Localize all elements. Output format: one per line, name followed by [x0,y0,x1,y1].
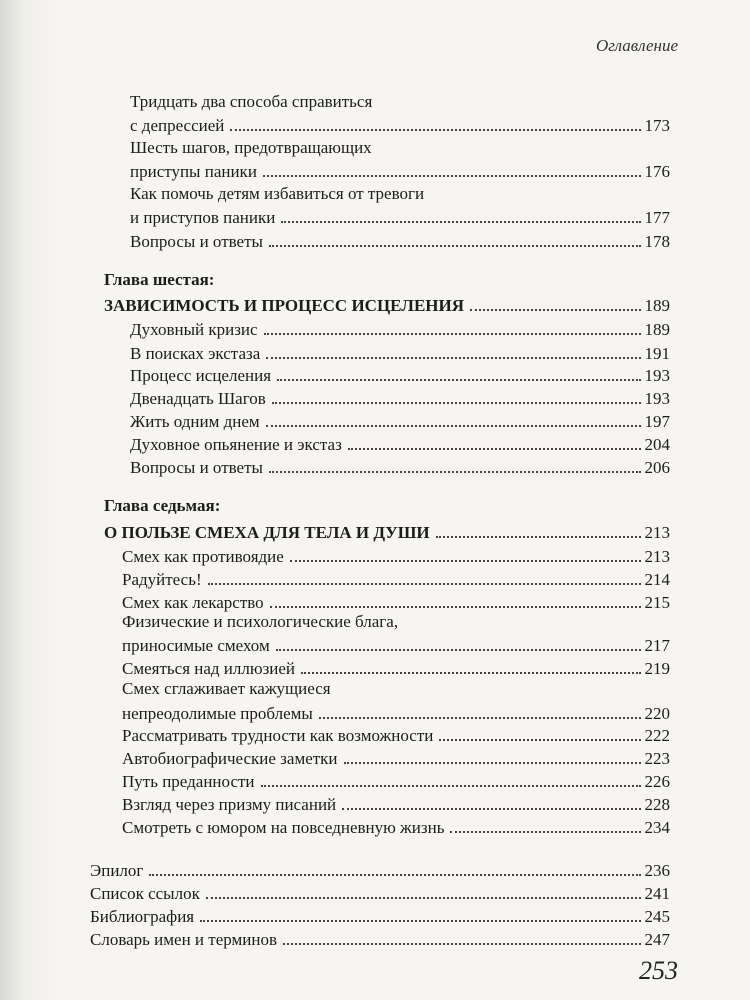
toc-entry-title: Список ссылок [90,884,200,903]
toc-entry [90,928,670,950]
chapter-label: Глава седьмая: [104,496,221,515]
leader-dots [301,672,640,674]
toc-page-number: 176 [644,162,670,181]
toc-page-number: 234 [644,818,670,837]
toc-page-number: 193 [644,389,670,408]
leader-dots [436,536,641,538]
leader-dots [281,221,640,223]
toc-entry-title: Духовный кризис [130,320,258,339]
toc-entry [130,410,670,432]
toc-page-number: 245 [644,907,670,926]
toc-page-number: 177 [644,208,670,227]
toc-page-number: 193 [644,366,670,385]
toc-entry-line1: Тридцать два способа справиться [130,92,373,111]
toc-page-number: 204 [644,435,670,454]
leader-dots [269,245,641,247]
toc-entry-title: Смотреть с юмором на повседневную жизнь [122,818,445,837]
toc-entry [130,433,670,455]
leader-dots [200,920,640,922]
chapter-heading [104,521,670,543]
toc-entry-title: Смеяться над иллюзией [122,659,296,678]
toc-page-number: 217 [644,636,670,655]
toc-entry [130,456,670,478]
toc-entry-title: Вопросы и ответы [130,458,263,477]
leader-dots [272,402,641,404]
toc-entry [122,568,670,590]
toc-entry [90,905,670,927]
leader-dots [208,583,641,585]
page-number: 253 [639,956,678,985]
leader-dots [263,175,641,177]
toc-entry [130,364,670,386]
leader-dots [149,874,640,876]
leader-dots [266,425,641,427]
toc-page-number: 178 [644,232,670,251]
chapter-title: ЗАВИСИМОСТЬ И ПРОЦЕСС ИСЦЕЛЕНИЯ [104,296,465,315]
toc-page-number: 219 [644,659,670,678]
toc-entry-title: непреодолимые проблемы [122,704,313,723]
toc-entry [122,702,670,724]
toc-entry-title: и приступов паники [130,208,276,227]
toc-entry-title: Словарь имен и терминов [90,930,277,949]
toc-page-number: 189 [644,296,670,315]
toc-entry [130,206,670,228]
toc-entry-title: Жить одним днем [130,412,260,431]
toc-page-number: 191 [644,344,670,363]
toc-entry [130,160,670,182]
toc-entry [130,230,670,252]
toc-entry [122,657,670,679]
leader-dots [290,560,641,562]
toc-page-number: 213 [644,523,670,542]
toc-entry-title: с депрессией [130,116,225,135]
toc-entry [122,747,670,769]
toc-entry-title: Эпилог [90,861,144,880]
toc-page-number: 220 [644,704,670,723]
leader-dots [266,357,640,359]
toc-entry [90,882,670,904]
toc-entry-title: Рассматривать трудности как возможности [122,726,434,745]
chapter-label: Глава шестая: [104,270,215,289]
toc-page-number: 228 [644,795,670,814]
toc-entry-title: приступы паники [130,162,257,181]
leader-dots [206,897,641,899]
toc-entry-title: Радуйтесь! [122,570,202,589]
toc-page-number: 206 [644,458,670,477]
toc-entry [122,793,670,815]
toc-page-number: 189 [644,320,670,339]
leader-dots [450,831,640,833]
toc-entry-title: Процесс исцеления [130,366,272,385]
leader-dots [230,129,640,131]
chapter-heading [104,294,670,316]
toc-page-number: 236 [644,861,670,880]
leader-dots [344,762,641,764]
toc-page-number: 197 [644,412,670,431]
toc-entry-line1: Смех сглаживает кажущиеся [122,679,331,698]
leader-dots [319,717,641,719]
leader-dots [264,333,641,335]
toc-entry [122,545,670,567]
running-head: Оглавление [595,36,678,55]
leader-dots [348,448,641,450]
toc-entry [122,724,670,746]
toc-entry-title: Духовное опьянение и экстаз [130,435,342,454]
toc-entry-title: Смех как противоядие [122,547,284,566]
toc-page-number: 247 [644,930,670,949]
toc-entry-title: Вопросы и ответы [130,232,263,251]
leader-dots [261,785,641,787]
toc-entry [90,859,670,881]
leader-dots [269,471,641,473]
leader-dots [439,739,640,741]
toc-entry-line1: Шесть шагов, предотвращающих [130,138,372,157]
toc-entry-line1: Физические и психологические блага, [122,612,399,631]
toc-entry-title: Двенадцать Шагов [130,389,266,408]
toc-entry [130,114,670,136]
toc-page-number: 241 [644,884,670,903]
toc-entry-title: Путь преданности [122,772,255,791]
toc-entry-title: Взгляд через призму писаний [122,795,337,814]
leader-dots [276,649,641,651]
toc-entry [122,816,670,838]
toc-entry-line1: Как помочь детям избавиться от тревоги [130,184,425,203]
toc-entry [122,634,670,656]
toc-page-number: 213 [644,547,670,566]
toc-entry-title: Смех как лекарство [122,593,264,612]
chapter-title: О ПОЛЬЗЕ СМЕХА ДЛЯ ТЕЛА И ДУШИ [104,523,430,542]
toc-entry [122,770,670,792]
toc-entry [130,387,670,409]
leader-dots [270,606,641,608]
toc-page-number: 214 [644,570,670,589]
leader-dots [283,943,641,945]
toc-entry-title: В поисках экстаза [130,344,261,363]
toc-page-number: 222 [644,726,670,745]
toc-entry-title: приносимые смехом [122,636,270,655]
toc-entry-title: Автобиографические заметки [122,749,338,768]
leader-dots [342,808,640,810]
toc-page-number: 173 [644,116,670,135]
toc-page-number: 226 [644,772,670,791]
toc-entry [130,342,670,364]
leader-dots [470,309,640,311]
toc-entry-title: Библиография [90,907,195,926]
toc-page-number: 215 [644,593,670,612]
leader-dots [277,379,640,381]
toc-entry [122,591,670,613]
toc-entry [130,318,670,340]
toc-page-number: 223 [644,749,670,768]
